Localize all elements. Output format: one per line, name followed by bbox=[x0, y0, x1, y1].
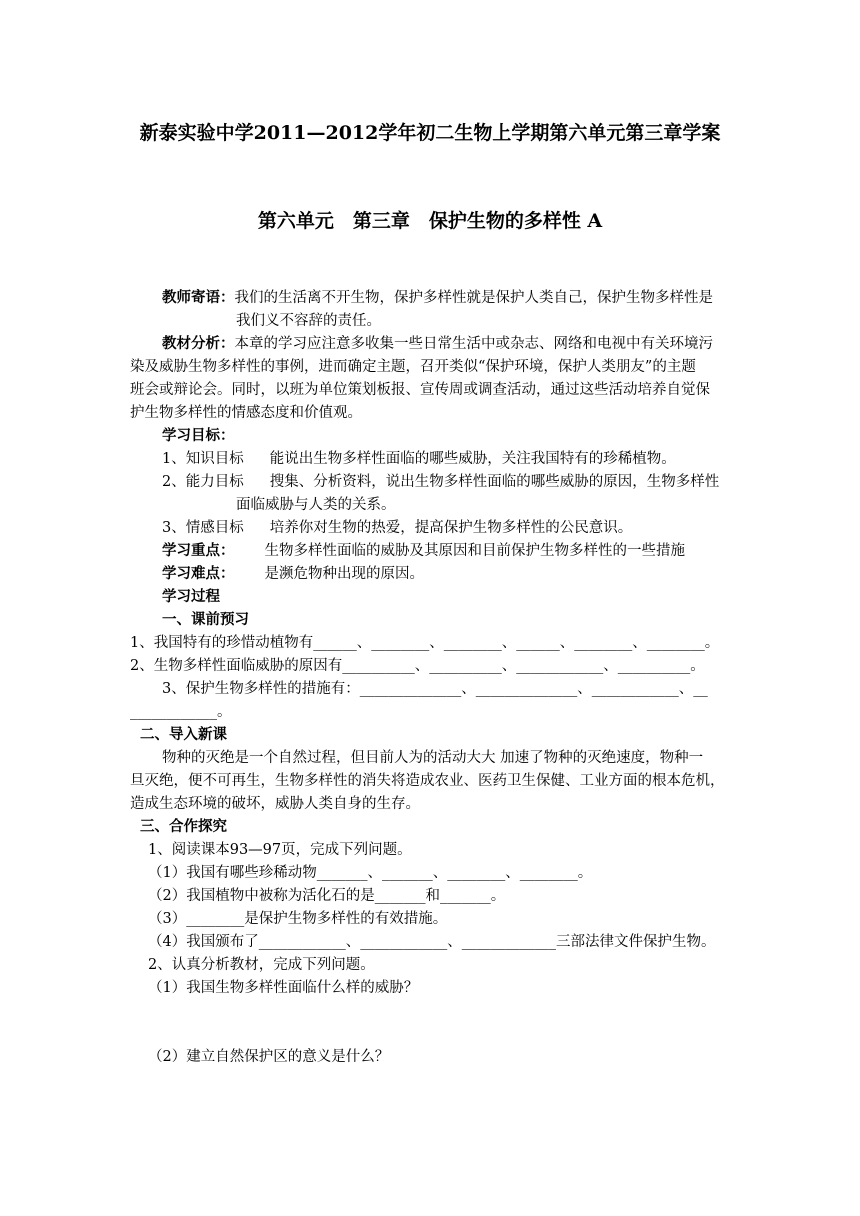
goal-emotion bbox=[162, 518, 632, 538]
explore-task-1: 1、阅读课本93—97页，完成下列问题。 bbox=[148, 842, 412, 858]
explore-task-2: 2、认真分析教材，完成下列问题。 bbox=[148, 957, 375, 973]
goal-knowledge-text: 能说出生物多样性面临的哪些威胁，关注我国特有的珍稀植物。 bbox=[269, 451, 676, 467]
difficulty-point bbox=[162, 564, 424, 584]
goal-ability-name: 2、能力目标 bbox=[162, 474, 244, 490]
explore-sub-2: （2）我国植物中被称为活化石的是_______和_______。 bbox=[148, 888, 506, 904]
preview-question-3: 3、保护生物多样性的措施有：______________、______________、____________、__ bbox=[162, 681, 708, 697]
analysis-text-4: 护生物多样性的情感态度和价值观。 bbox=[130, 405, 362, 421]
analysis-text-3: 班会或辩论会。同时，以班为单位策划板报、宣传周或调查活动，通过这些活动培养自觉保 bbox=[130, 382, 710, 398]
goal-knowledge-name: 1、知识目标 bbox=[162, 451, 244, 467]
goal-knowledge bbox=[162, 449, 676, 469]
preview-heading: 一、课前预习 bbox=[162, 611, 249, 628]
difficulty-label: 学习难点： bbox=[162, 565, 235, 582]
preview-question-1: 1、我国特有的珍惜动植物有______、________、________、______、________、________。 bbox=[130, 635, 720, 651]
analysis-block bbox=[162, 334, 713, 354]
teacher-text-2: 我们义不容辞的责任。 bbox=[236, 313, 381, 329]
document-title: 新泰实验中学2011—2012学年初二生物上学期第六单元第三章学案 bbox=[139, 122, 721, 144]
explore-sub-1: （1）我国有哪些珍稀动物_______、_______、________、________。 bbox=[148, 865, 593, 881]
explore-sub-6: （2）建立自然保护区的意义是什么？ bbox=[148, 1049, 390, 1065]
intro-text-3: 造成生态环境的破坏，威胁人类自身的生存。 bbox=[130, 796, 420, 812]
goal-emotion-text: 培养你对生物的热爱，提高保护生物多样性的公民意识。 bbox=[269, 520, 633, 536]
goal-ability-text-2: 面临威胁与人类的关系。 bbox=[236, 497, 396, 513]
analysis-text-1: 本章的学习应注意多收集一些日常生活中或杂志、网络和电视中有关环境污 bbox=[234, 336, 713, 352]
explore-sub-3: （3）________是保护生物多样性的有效措施。 bbox=[148, 911, 448, 927]
analysis-text-2: 染及威胁生物多样性的事例，进而确定主题，召开类似“保护环境，保护人类朋友”的主题 bbox=[130, 359, 696, 375]
key-text: 生物多样性面临的威胁及其原因和目前保护生物多样性的一些措施 bbox=[264, 543, 685, 559]
goal-ability bbox=[162, 472, 719, 492]
teacher-label: 教师寄语： bbox=[162, 289, 235, 306]
chapter-subtitle: 第六单元 第三章 保护生物的多样性 A bbox=[257, 210, 603, 232]
goal-ability-text: 搜集、分析资料，说出生物多样性面临的哪些威胁的原因，生物多样性 bbox=[269, 474, 720, 490]
intro-text-2: 旦灭绝，便不可再生，生物多样性的消失将造成农业、医药卫生保健、工业方面的根本危机， bbox=[130, 773, 725, 789]
goals-label: 学习目标： bbox=[162, 427, 235, 444]
key-label: 学习重点： bbox=[162, 542, 235, 559]
goal-emotion-name: 3、情感目标 bbox=[162, 520, 244, 536]
intro-text-1: 物种的灭绝是一个自然过程，但目前人为的活动大大 加速了物种的灭绝速度，物种一 bbox=[162, 750, 704, 766]
process-label: 学习过程 bbox=[162, 588, 220, 605]
teacher-text-1: 我们的生活离不开生物，保护多样性就是保护人类自己，保护生物多样性是 bbox=[234, 290, 713, 306]
teacher-message bbox=[162, 288, 713, 308]
difficulty-text: 是濒危物种出现的原因。 bbox=[264, 566, 424, 582]
explore-sub-4: （4）我国颁布了____________、____________、_____________三部法律文件保护生物。 bbox=[148, 934, 716, 950]
explore-sub-5: （1）我国生物多样性面临什么样的威胁？ bbox=[148, 980, 419, 996]
preview-question-2: 2、生物多样性面临威胁的原因有__________、__________、____________、__________。 bbox=[130, 658, 705, 674]
key-point bbox=[162, 541, 685, 561]
intro-heading: 二、导入新课 bbox=[140, 726, 227, 743]
analysis-label: 教材分析： bbox=[162, 335, 235, 352]
explore-heading: 三、合作探究 bbox=[140, 818, 227, 835]
preview-question-3-cont: ____________。 bbox=[130, 704, 232, 720]
